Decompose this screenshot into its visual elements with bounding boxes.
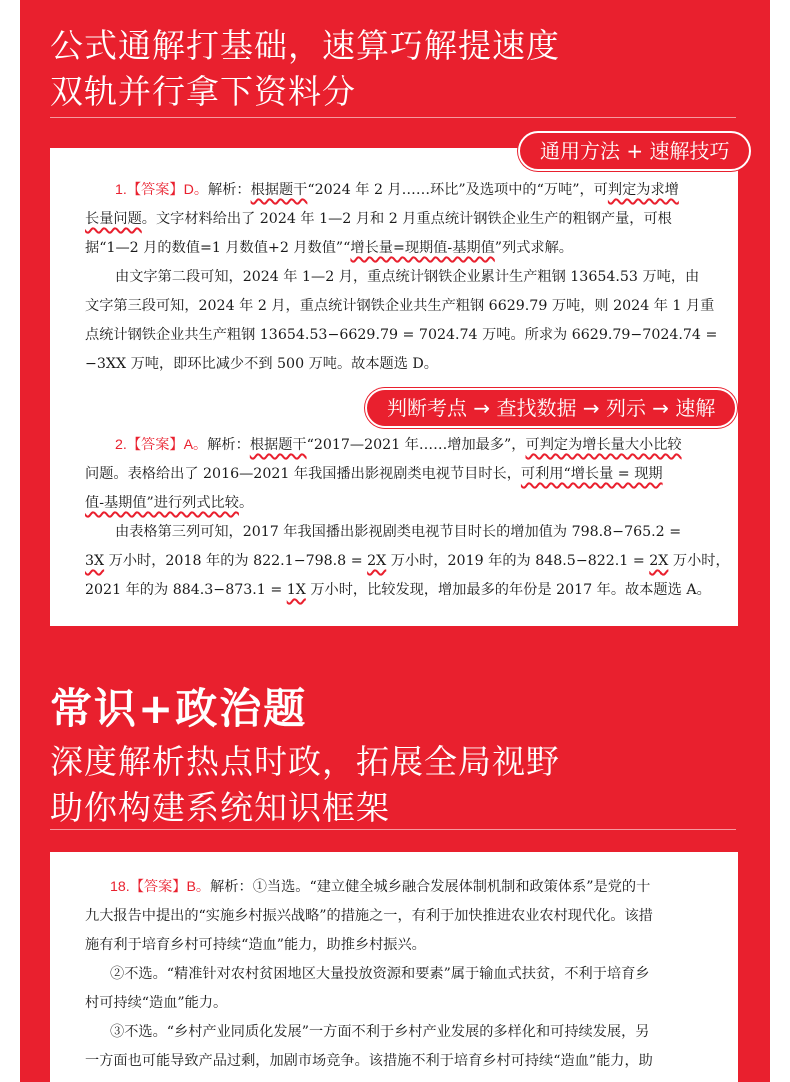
text: 万小时， [668, 553, 730, 569]
highlight-keyword: 根据题干 [249, 437, 307, 453]
highlight-keyword: 判定为求增 [607, 182, 679, 198]
highlight-formula: 增长量=现期值-基期值 [350, 240, 495, 256]
divider-rule [50, 117, 736, 118]
text: 由文字第二段可知，2024 年 1—2 月，重点统计钢铁企业累计生产粗钢 13654.53 万吨，由 [115, 269, 700, 285]
text: 解析： [207, 437, 250, 453]
answer-number: 1.【答案】D。 [115, 182, 209, 198]
text: 2021 年的为 884.3−873.1 = [85, 582, 287, 598]
highlight-keyword: 长量问题 [85, 211, 142, 227]
text: 万小时，2018 年的为 822.1−798.8 = [104, 553, 368, 569]
section-title: 常识+政治题 [50, 684, 308, 733]
highlight-formula: 值-基期值”进行列式比较 [85, 495, 239, 511]
tip-badge-methods: 通用方法 + 速解技巧 [518, 131, 751, 171]
text: 村可持续“造血”能力。 [85, 995, 228, 1011]
highlight-formula: 可利用“增长量 = 现期 [520, 466, 663, 482]
answer-number: 2.【答案】A。 [115, 437, 208, 453]
text: 问题。表格给出了 2016—2021 年我国播出影视剧类电视节目时长， [85, 466, 521, 482]
headline-line-2: 双轨并行拿下资料分 [50, 72, 356, 111]
tip-badge-steps: 判断考点 → 查找数据 → 列示 → 速解 [365, 388, 737, 428]
text: ②不选。“精准针对农村贫困地区大量投放资源和要素”属于输血式扶贫，不利于培育乡 [110, 966, 650, 982]
question-1-explanation [85, 176, 718, 379]
text: 万小时，2019 年的为 848.5−822.1 = [386, 553, 650, 569]
answer-number: 18.【答案】B。 [110, 879, 211, 895]
text: 一方面也可能导致产品过剩，加剧市场竞争。该措施不利于培育乡村可持续“造血”能力，助 [85, 1053, 653, 1069]
highlight-value: 1X [286, 582, 306, 598]
text: 解析：①当选。“建立健全城乡融合发展体制机制和政策体系”是党的十 [210, 879, 651, 895]
text: 文字第三段可知，2024 年 2 月，重点统计钢铁企业共生产粗钢 6629.79 万吨，则 2024 年 1 月重 [85, 298, 715, 314]
divider-rule [50, 829, 736, 830]
text: ③不选。“乡村产业同质化发展”一方面不利于乡村产业发展的多样化和可持续发展，另 [110, 1024, 650, 1040]
text: ”列式求解。 [494, 240, 573, 256]
section-subtitle-line-2: 助你构建系统知识框架 [50, 788, 390, 827]
headline-line-1: 公式通解打基础，速算巧解提速度 [50, 26, 560, 65]
section-subtitle-line-1: 深度解析热点时政，拓展全局视野 [50, 742, 560, 781]
text: 据“1—2 月的数值=1 月数值+2 月数值”“ [85, 240, 351, 256]
highlight-value: 2X [367, 553, 387, 569]
text: 。 [238, 495, 254, 511]
text: 万小时，比较发现，增加最多的年份是 2017 年。故本题选 A。 [305, 582, 711, 598]
text: “2017—2021 年……增加最多”， [306, 437, 526, 453]
text: 。文字材料给出了 2024 年 1—2 月和 2 月重点统计钢铁企业生产的粗钢产量，可根 [141, 211, 672, 227]
question-18-explanation [85, 873, 705, 1076]
text: 施有利于培育乡村可持续“造血”能力，助推乡村振兴。 [85, 937, 426, 953]
highlight-keyword: 根据题干 [250, 182, 308, 198]
question-2-explanation [85, 431, 730, 605]
highlight-keyword: 可判定为增长量大小比较 [525, 437, 682, 453]
text: −3XX 万吨，即环比减少不到 500 万吨。故本题选 D。 [85, 356, 438, 372]
highlight-value: 3X [85, 553, 105, 569]
text: 九大报告中提出的“实施乡村振兴战略”的措施之一，有利于加快推进农业农村现代化。该措 [85, 908, 653, 924]
text: 由表格第三列可知，2017 年我国播出影视剧类电视节目时长的增加值为 798.8−765.2 = [115, 524, 682, 540]
text: 点统计钢铁企业共生产粗钢 13654.53−6629.79 = 7024.74 万吨。所求为 6629.79−7024.74 = [85, 327, 718, 343]
highlight-value: 2X [649, 553, 669, 569]
text: “2024 年 2 月……环比”及选项中的“万吨”，可 [307, 182, 608, 198]
text: 解析： [208, 182, 251, 198]
